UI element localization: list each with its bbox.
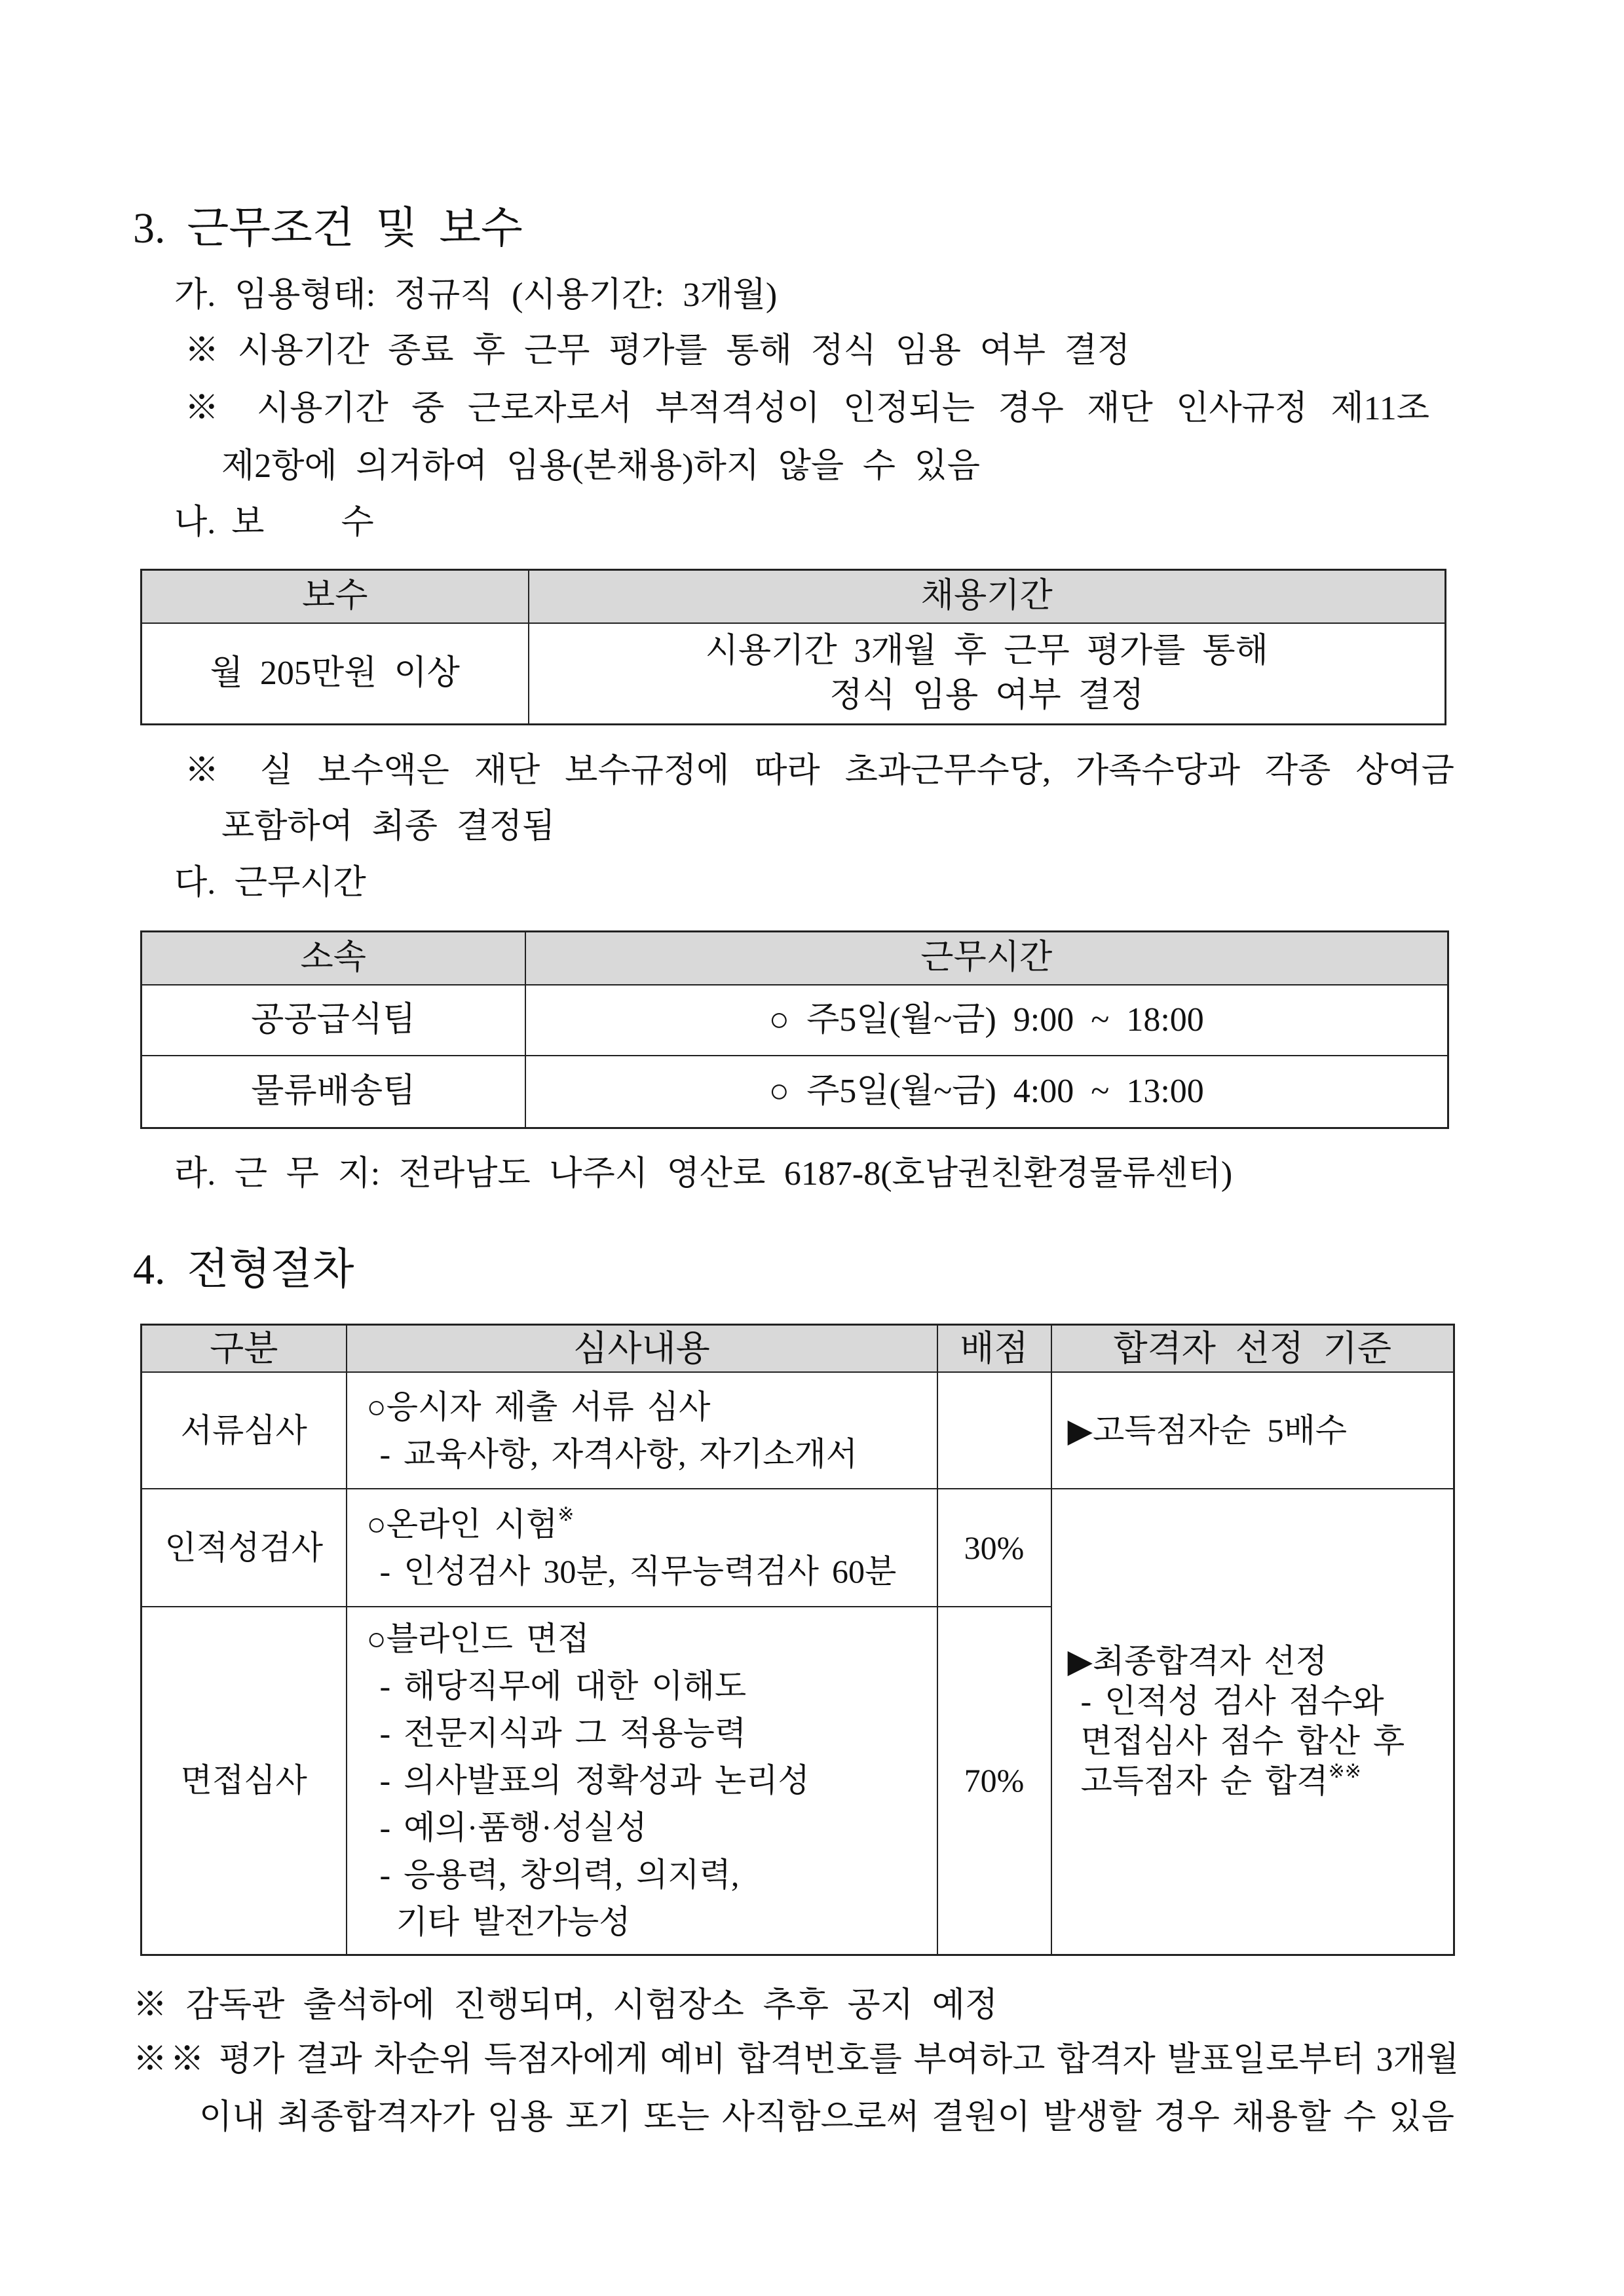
criteria-line: 면접심사 점수 합산 후 [1080, 1723, 1405, 1760]
content-line: ○블라인드 면접 [366, 1620, 590, 1658]
footnote-1: ※ 감독관 출석하에 진행되며, 시험장소 추후 공지 예정 [133, 1987, 998, 2024]
team-name: 공공급식팀 [142, 985, 525, 1056]
header-content: 심사내용 [347, 1325, 937, 1372]
footnote-2-line1: ※※ 평가 결과 차순위 득점자에게 예비 합격번호를 부여하고 합격자 발표일로부터 3개월 [133, 2041, 1459, 2078]
header-criteria: 합격자 선정 기준 [1051, 1325, 1454, 1372]
content-line [367, 1501, 937, 1548]
content-line: - 교육사항, 자격사항, 자기소개서 [379, 1435, 858, 1472]
content-line: - 전문지식과 그 적용능력 [379, 1715, 747, 1752]
work-location: 라. 근 무 지: 전라남도 나주시 영산로 6187-8(호남권친환경물류센터) [174, 1155, 1233, 1193]
footnote-mark: ※ [557, 1503, 575, 1525]
stage-score [937, 1372, 1051, 1489]
work-time: ○ 주5일(월~금) 9:00 ~ 18:00 [525, 985, 1448, 1056]
employment-type: 가. 임용형태: 정규직 (시용기간: 3개월) [174, 277, 778, 314]
pay-note-line1: ※ 실 보수액은 재단 보수규정에 따라 초과근무수당, 가족수당과 각종 상여금 [185, 752, 1454, 790]
table-row [142, 1372, 1454, 1489]
stage-content [347, 1489, 937, 1607]
section3-heading: 3. 근무조건 및 보수 [133, 204, 523, 252]
pay-table-header [142, 570, 1446, 623]
pay-header-pay: 보수 [142, 570, 529, 623]
hours-header-team: 소속 [142, 932, 525, 985]
table-row [142, 985, 1448, 1056]
pay-note-line2: 포함하여 최종 결정됨 [221, 808, 556, 845]
table-row [142, 623, 1446, 725]
criteria-last-text: 고득점자 순 합격 [1080, 1763, 1329, 1800]
final-criteria [1051, 1489, 1454, 1955]
hours-header-time: 근무시간 [525, 932, 1448, 985]
content-line: - 예의·품행·성실성 [379, 1809, 647, 1846]
content-line: - 인성검사 30분, 직무능력검사 60분 [379, 1552, 897, 1590]
selection-process-table [140, 1324, 1455, 1956]
table-row [142, 1056, 1448, 1128]
pay-label-prefix: 나. [174, 504, 216, 541]
stage-content [347, 1372, 937, 1489]
pay-table [140, 569, 1446, 725]
footnote-2-line2: 이내 최종합격자가 임용 포기 또는 사직함으로써 결원이 발생할 경우 채용할 수 있음 [199, 2099, 1454, 2136]
team-name: 물류배송팀 [142, 1056, 525, 1128]
stage-content [347, 1607, 937, 1955]
pay-period-line2: 정식 임용 여부 결정 [829, 676, 1144, 714]
selection-table-header [142, 1325, 1454, 1372]
pay-label-text: 보 수 [231, 504, 374, 541]
content-line: - 응용력, 창의력, 의지력, [379, 1856, 740, 1894]
criteria-line: ▶최종합격자 선정 [1067, 1643, 1328, 1680]
header-score: 배점 [937, 1325, 1051, 1372]
pay-period-line1: 시용기간 3개월 후 근무 평가를 통해 [705, 632, 1268, 670]
stage-name: 서류심사 [142, 1372, 347, 1489]
work-time: ○ 주5일(월~금) 4:00 ~ 13:00 [525, 1056, 1448, 1128]
pay-period [529, 623, 1446, 725]
pay-label [174, 500, 374, 546]
criteria-line [1068, 1761, 1454, 1801]
hours-table [140, 930, 1449, 1129]
stage-score: 70% [937, 1607, 1051, 1955]
criteria-line: - 인적성 검사 점수와 [1080, 1683, 1384, 1720]
content-line: - 해당직무에 대한 이해도 [379, 1668, 747, 1705]
content-title: ○온라인 시험 [366, 1505, 558, 1542]
pay-header-period: 채용기간 [529, 570, 1446, 623]
stage-name: 면접심사 [142, 1607, 347, 1955]
stage-criteria: ▶고득점자순 5배수 [1051, 1372, 1454, 1489]
content-line: ○응시자 제출 서류 심사 [366, 1388, 711, 1425]
content-line: - 의사발표의 정확성과 논리성 [379, 1762, 810, 1799]
probation-note: ※ 시용기간 종료 후 근무 평가를 통해 정식 임용 여부 결정 [185, 332, 1131, 370]
stage-score: 30% [937, 1489, 1051, 1607]
disqualification-note-line2: 제2항에 의거하여 임용(본채용)하지 않을 수 있음 [221, 448, 981, 485]
header-stage: 구분 [142, 1325, 347, 1372]
section4-heading: 4. 전형절차 [133, 1246, 354, 1293]
hours-label: 다. 근무시간 [174, 864, 366, 902]
pay-amount: 월 205만원 이상 [142, 623, 529, 725]
footnote-mark: ※※ [1328, 1761, 1361, 1783]
hours-table-header [142, 932, 1448, 985]
disqualification-note-line1: ※ 시용기간 중 근로자로서 부적격성이 인정되는 경우 재단 인사규정 제11조 [185, 390, 1429, 427]
table-row [142, 1489, 1454, 1607]
stage-name: 인적성검사 [142, 1489, 347, 1607]
content-line: 기타 발전가능성 [396, 1904, 631, 1941]
